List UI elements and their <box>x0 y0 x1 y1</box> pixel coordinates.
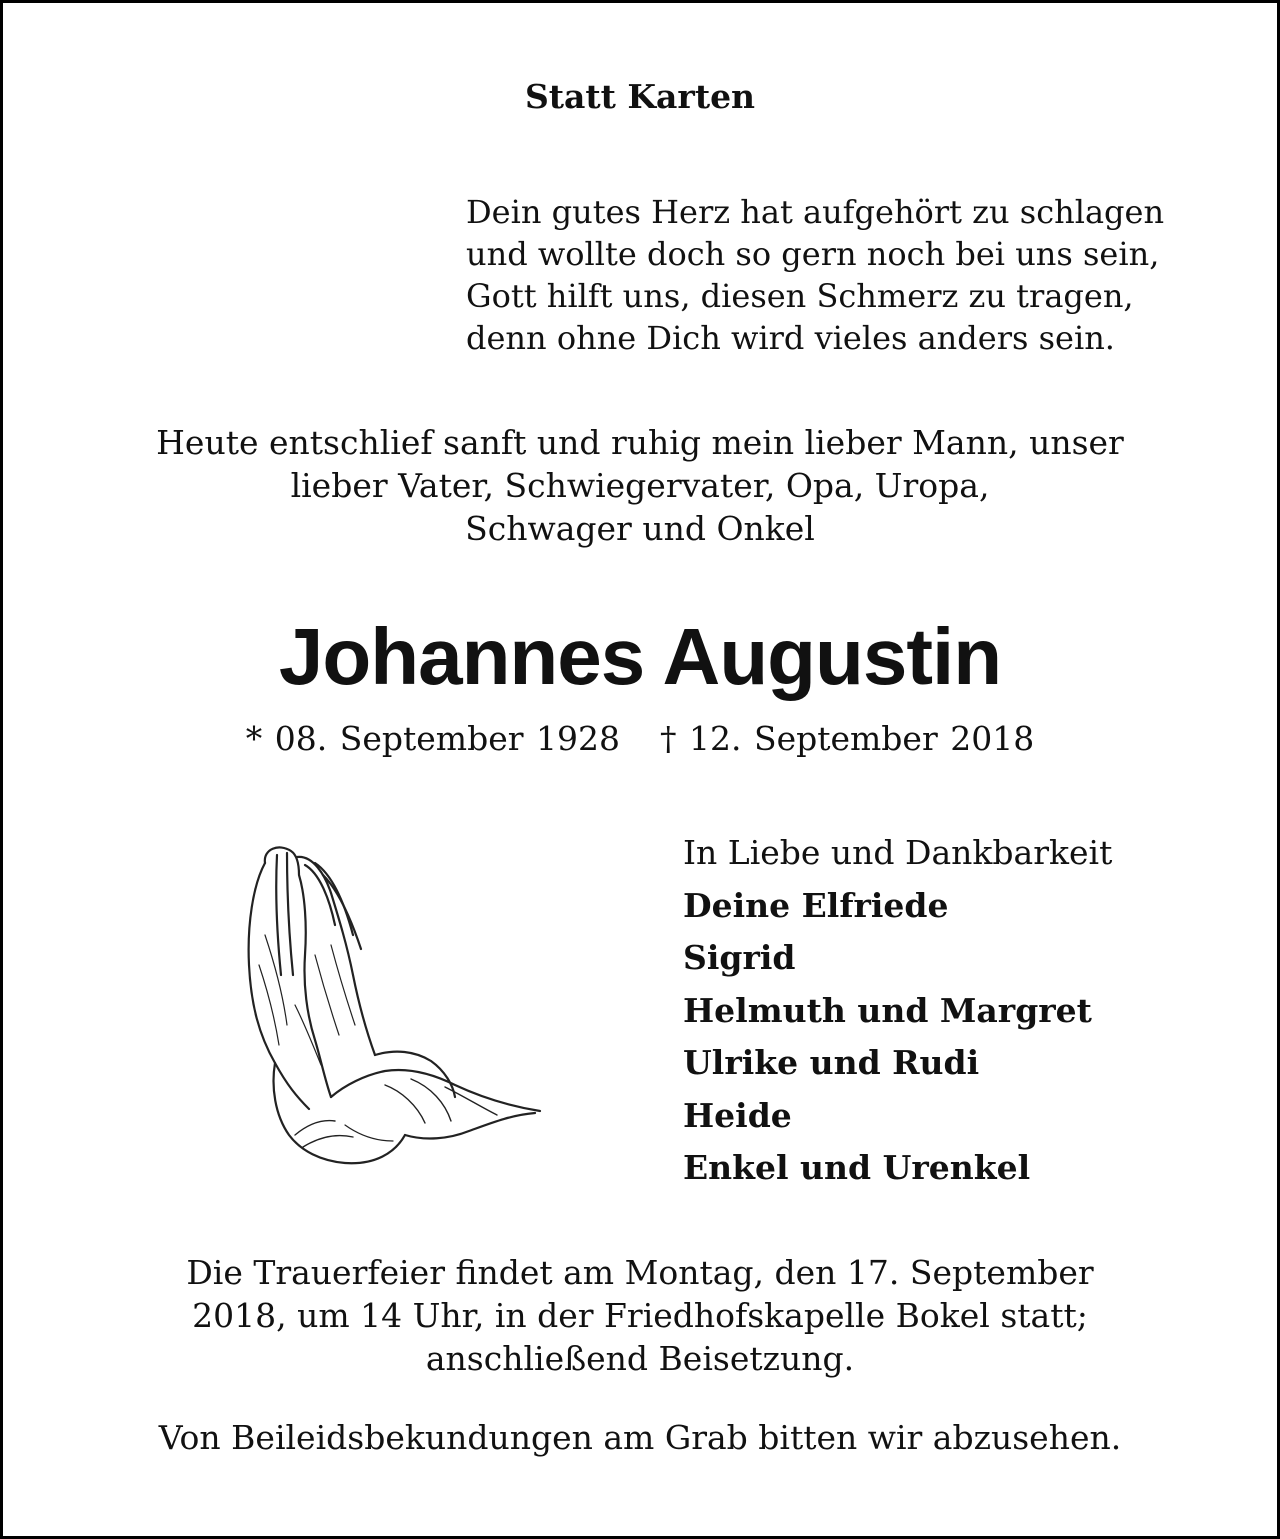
family-member: Heide <box>683 1095 792 1135</box>
notice-header: Statt Karten <box>524 77 756 116</box>
family-member: Ulrike und Rudi <box>683 1043 980 1082</box>
poem-line: Gott hilft uns, diesen Schmerz zu tragen, <box>466 277 1134 315</box>
family-signatures <box>683 827 1112 1195</box>
service-info <box>3 1251 1277 1380</box>
family-member: Deine Elfriede <box>683 885 949 925</box>
poem-line: denn ohne Dich wird vieles anders sein. <box>466 319 1115 357</box>
service-line: anschließend Beisetzung. <box>425 1339 855 1378</box>
family-member: Enkel und Urenkel <box>683 1148 1031 1187</box>
birth-date: * 08. September 1928 <box>245 719 620 758</box>
life-dates <box>3 719 1277 758</box>
service-line: 2018, um 14 Uhr, in der Friedhofskapelle Bokel statt; <box>192 1296 1088 1335</box>
poem-line: und wollte doch so gern noch bei uns sein, <box>466 235 1160 273</box>
service-line: Die Trauerfeier findet am Montag, den 17. September <box>186 1253 1094 1292</box>
intro-line: Schwager und Onkel <box>465 509 815 548</box>
poem-line: Dein gutes Herz hat aufgehört zu schlagen <box>466 193 1165 231</box>
intro-text <box>3 421 1277 550</box>
closing-note: Von Beileidsbekundungen am Grab bitten wir abzusehen. <box>158 1418 1122 1457</box>
family-lead: In Liebe und Dankbarkeit <box>683 833 1113 872</box>
family-member: Helmuth und Margret <box>683 990 1092 1030</box>
deceased-name: Johannes Augustin <box>278 612 1002 701</box>
death-date: † 12. September 2018 <box>660 719 1035 758</box>
intro-line: lieber Vater, Schwiegervater, Opa, Uropa, <box>290 466 990 505</box>
praying-hands-icon <box>235 835 545 1175</box>
intro-line: Heute entschlief sanft und ruhig mein lieber Mann, unser <box>156 423 1124 462</box>
family-member: Sigrid <box>683 938 796 977</box>
poem <box>466 191 1164 359</box>
